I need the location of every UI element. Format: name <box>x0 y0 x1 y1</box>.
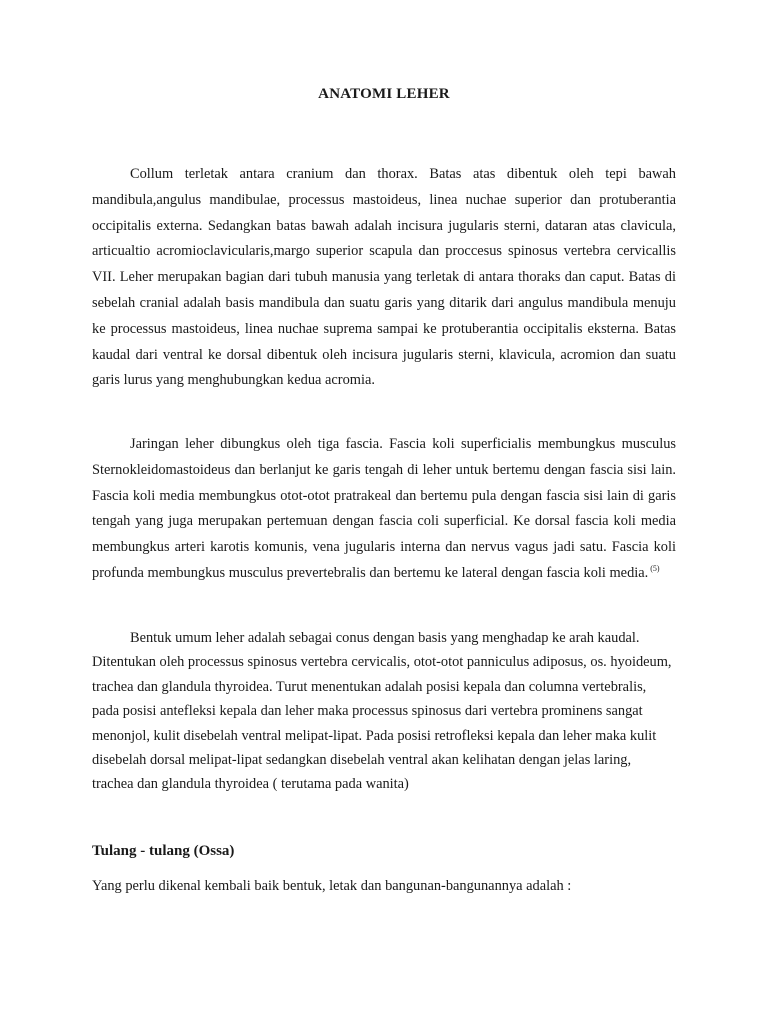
paragraph-text: Bentuk umum leher adalah sebagai conus dengan basis yang menghadap ke arah kaudal. Ditentukan oleh processus spinosus vertebra cervicalis, otot-otot panniculus adiposus, os. hyoideum, trachea dan glandula thyroidea. Turut menentukan adalah posisi kepala dan columna vertebralis, pada posisi antefleksi kepala dan leher maka processus spinosus dari vertebra prominens sangat menonjol, kulit disebelah ventral melipat-lipat. Pada posisi retrofleksi kepala dan leher maka kulit disebelah dorsal melipat-lipat sedangkan disebelah ventral akan kelihatan dengan jelas laring, trachea dan glandula thyroidea ( terutama pada wanita) <box>92 630 672 793</box>
paragraph-text: Jaringan leher dibungkus oleh tiga fascia. Fascia koli superficialis membungkus musculus Sternokleidomastoideus dan berlanjut ke garis tengah di leher untuk bertemu dengan fascia sisi lain. Fascia koli media membungkus otot-otot pratrakeal dan bertemu pula dengan fascia sisi lain di garis tengah yang juga merupakan pertemuan dengan fascia coli superficial. Ke dorsal fascia koli media membungkus arteri karotis komunis, vena jugularis interna dan nervus vagus jadi satu. Fascia koli profunda membungkus musculus prevertebralis dan bertemu ke lateral dengan fascia koli media. <box>92 436 676 581</box>
reference-superscript: (5) <box>650 564 660 574</box>
paragraph-intro-tulang: Yang perlu dikenal kembali baik bentuk, letak dan bangunan-bangunannya adalah : <box>92 878 572 894</box>
section-heading-tulang: Tulang - tulang (Ossa) <box>92 843 235 859</box>
document-title: ANATOMI LEHER <box>318 86 450 102</box>
paragraph-text: Collum terletak antara cranium dan thorax. Batas atas dibentuk oleh tepi bawah mandibula,angulus mandibulae, processus mastoideus, linea nuchae superior dan protuberantia occipitalis externa. Sedangkan batas bawah adalah incisura jugularis sterni, dataran atas clavicula, articualtio acromioclavicularis,margo superior scapula dan proccesus spinosus vertebra cervicallis VII. Leher merupakan bagian dari tubuh manusia yang terletak di antara thoraks dan caput. Batas di sebelah cranial adalah basis mandibula dan suatu garis yang ditarik dari angulus mandibula menuju ke processus mastoideus, linea nuchae suprema sampai ke protuberantia occipitalis eksterna. Batas kaudal dari ventral ke dorsal dibentuk oleh incisura jugularis sterni, klavicula, acromion dan suatu garis lurus yang menghubungkan kedua acromia. <box>92 166 676 389</box>
paragraph-fascia <box>92 432 676 587</box>
paragraph-collum <box>92 162 676 394</box>
paragraph-bentuk-leher <box>92 626 676 797</box>
